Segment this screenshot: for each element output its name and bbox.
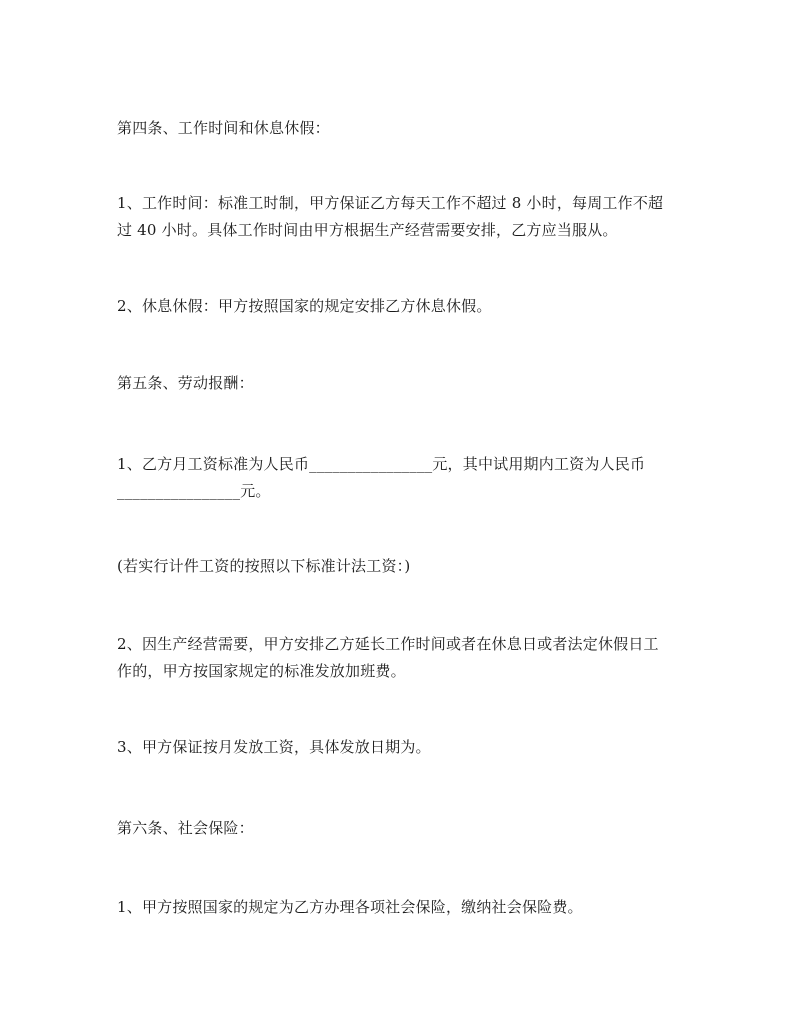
text-line: 过 40 小时。具体工作时间由甲方根据生产经营需要安排，乙方应当服从。 — [117, 221, 618, 239]
article-5-clause-1 — [117, 451, 692, 505]
text-line: 第五条、劳动报酬： — [117, 374, 254, 392]
text-line: 第六条、社会保险： — [117, 819, 254, 837]
article-5-clause-3 — [117, 734, 692, 761]
text-line: 作的，甲方按国家规定的标准发放加班费。 — [117, 662, 406, 680]
article-4-clause-2 — [117, 293, 692, 320]
article-4-clause-1 — [117, 190, 692, 244]
text-line: 第四条、工作时间和休息休假： — [117, 119, 330, 137]
text-line: 2、因生产经营需要，甲方安排乙方延长工作时间或者在休息日或者法定休假日工 — [117, 635, 659, 653]
text-line: 3、甲方保证按月发放工资，具体发放日期为。 — [117, 738, 431, 756]
article-6-heading — [117, 815, 692, 842]
article-4-heading — [117, 115, 692, 142]
text-line: 1、乙方月工资标准为人民币________________元，其中试用期内工资为人民币 — [117, 455, 646, 473]
article-5-heading — [117, 370, 692, 397]
text-line: ________________元。 — [117, 482, 271, 500]
text-line: 2、休息休假：甲方按照国家的规定安排乙方休息休假。 — [117, 297, 492, 315]
text-line: 1、工作时间：标准工时制，甲方保证乙方每天工作不超过 8 小时，每周工作不超 — [117, 194, 664, 212]
text-line: 1、甲方按照国家的规定为乙方办理各项社会保险，缴纳社会保险费。 — [117, 898, 583, 916]
text-line: (若实行计件工资的按照以下标准计法工资：) — [117, 557, 411, 575]
article-6-clause-1 — [117, 894, 692, 921]
piecework-note — [117, 553, 692, 580]
article-5-clause-2 — [117, 631, 692, 685]
